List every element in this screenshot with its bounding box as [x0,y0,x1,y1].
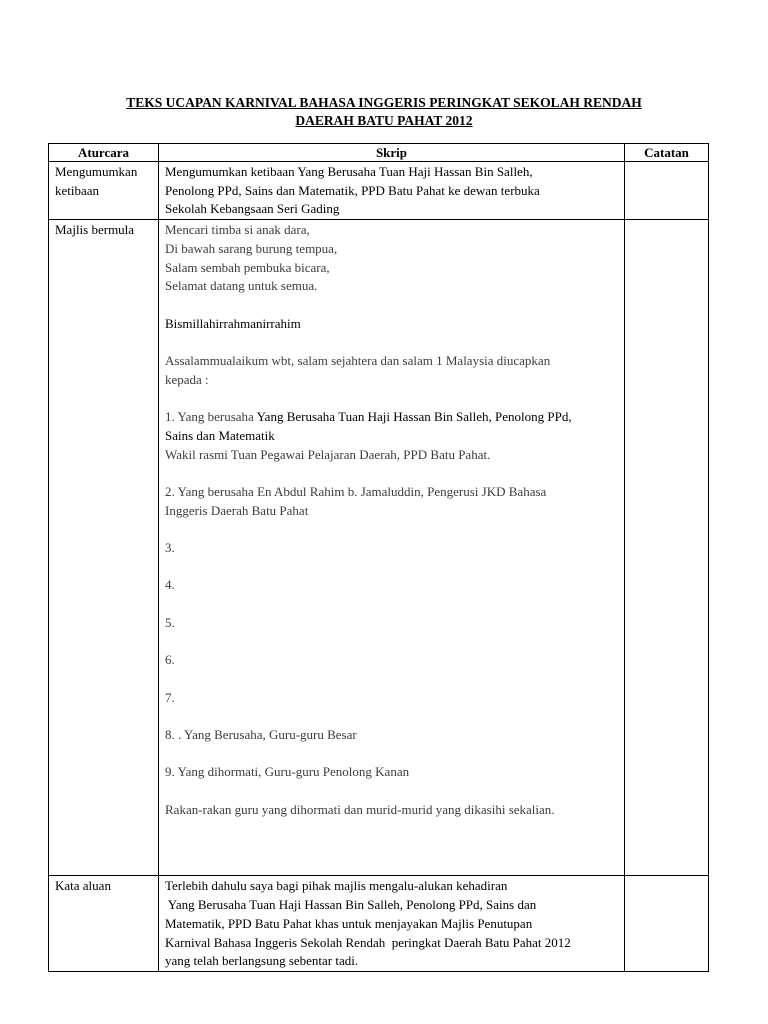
guest-item-7: 7. [165,689,175,705]
guest-item-1-prefix: 1. Yang berusaha [165,409,257,425]
table-row [49,876,709,972]
table-row [49,162,709,220]
aturcara-text: Kata aluan [55,878,111,894]
header-skrip: Skrip [159,144,625,162]
pantun-line: Mencari timba si anak dara, [165,222,310,238]
guest-item-8: 8. . Yang Berusaha, Guru-guru Besar [165,726,357,742]
skrip-line: Matematik, PPD Batu Pahat khas untuk menjayakan Majlis Penutupan [165,915,533,931]
aturcara-text: ketibaan [55,182,100,198]
aturcara-cell [49,876,159,972]
guest-item-1-line: Wakil rasmi Tuan Pegawai Pelajaran Daerah, PPD Batu Pahat. [165,446,491,462]
guest-item-9: 9. Yang dihormati, Guru-guru Penolong Kanan [165,764,410,780]
skrip-line: Terlebih dahulu saya bagi pihak majlis mengalu-alukan kehadiran [165,878,508,894]
aturcara-cell [49,220,159,876]
skrip-cell [159,220,625,876]
closing-greeting: Rakan-rakan guru yang dihormati dan murid-murid yang dikasihi sekalian. [165,801,555,817]
bismillah-text: Bismillahirrahmanirrahim [165,315,301,331]
catatan-cell [625,162,709,220]
skrip-line: Karnival Bahasa Inggeris Sekolah Rendah peringkat Daerah Batu Pahat 2012 [165,934,571,950]
skrip-cell [159,876,625,972]
document-title [0,94,768,130]
guest-item-1-line: Sains dan Matematik [165,427,275,443]
script-table [48,143,709,972]
table-header-row [49,144,709,162]
catatan-cell [625,220,709,876]
skrip-line: yang telah berlangsung sebentar tadi. [165,953,359,969]
pantun-line: Selamat datang untuk semua. [165,278,318,294]
skrip-cell [159,162,625,220]
title-line-1: TEKS UCAPAN KARNIVAL BAHASA INGGERIS PERINGKAT SEKOLAH RENDAH [126,95,642,110]
header-catatan: Catatan [625,144,709,162]
guest-item-2-line: 2. Yang berusaha En Abdul Rahim b. Jamaluddin, Pengerusi JKD Bahasa [165,483,547,499]
table-row [49,220,709,876]
skrip-line: Yang Berusaha Tuan Haji Hassan Bin Salleh, Penolong PPd, Sains dan [165,897,537,913]
guest-item-4: 4. [165,577,175,593]
guest-item-3: 3. [165,539,175,555]
guest-item-6: 6. [165,652,175,668]
skrip-line: Penolong PPd, Sains dan Matematik, PPD Batu Pahat ke dewan terbuka [165,182,540,198]
title-line-2: DAERAH BATU PAHAT 2012 [295,113,473,128]
salam-line: kepada : [165,371,209,387]
pantun-line: Salam sembah pembuka bicara, [165,259,330,275]
salam-line: Assalammualaikum wbt, salam sejahtera dan salam 1 Malaysia diucapkan [165,353,551,368]
aturcara-cell [49,162,159,220]
guest-item-2-line: Inggeris Daerah Batu Pahat [165,502,309,518]
pantun-line: Di bawah sarang burung tempua, [165,240,338,256]
skrip-line: Sekolah Kebangsaan Seri Gading [165,201,340,217]
guest-item-1-name: Yang Berusaha Tuan Haji Hassan Bin Salleh, Penolong PPd, [256,409,572,425]
header-aturcara: Aturcara [49,144,159,162]
aturcara-text: Mengumumkan [55,164,138,179]
guest-item-5: 5. [165,614,175,630]
guest-item-1 [165,408,618,427]
catatan-cell [625,876,709,972]
skrip-line: Mengumumkan ketibaan Yang Berusaha Tuan Haji Hassan Bin Salleh, [165,164,533,179]
aturcara-text: Majlis bermula [55,222,135,238]
